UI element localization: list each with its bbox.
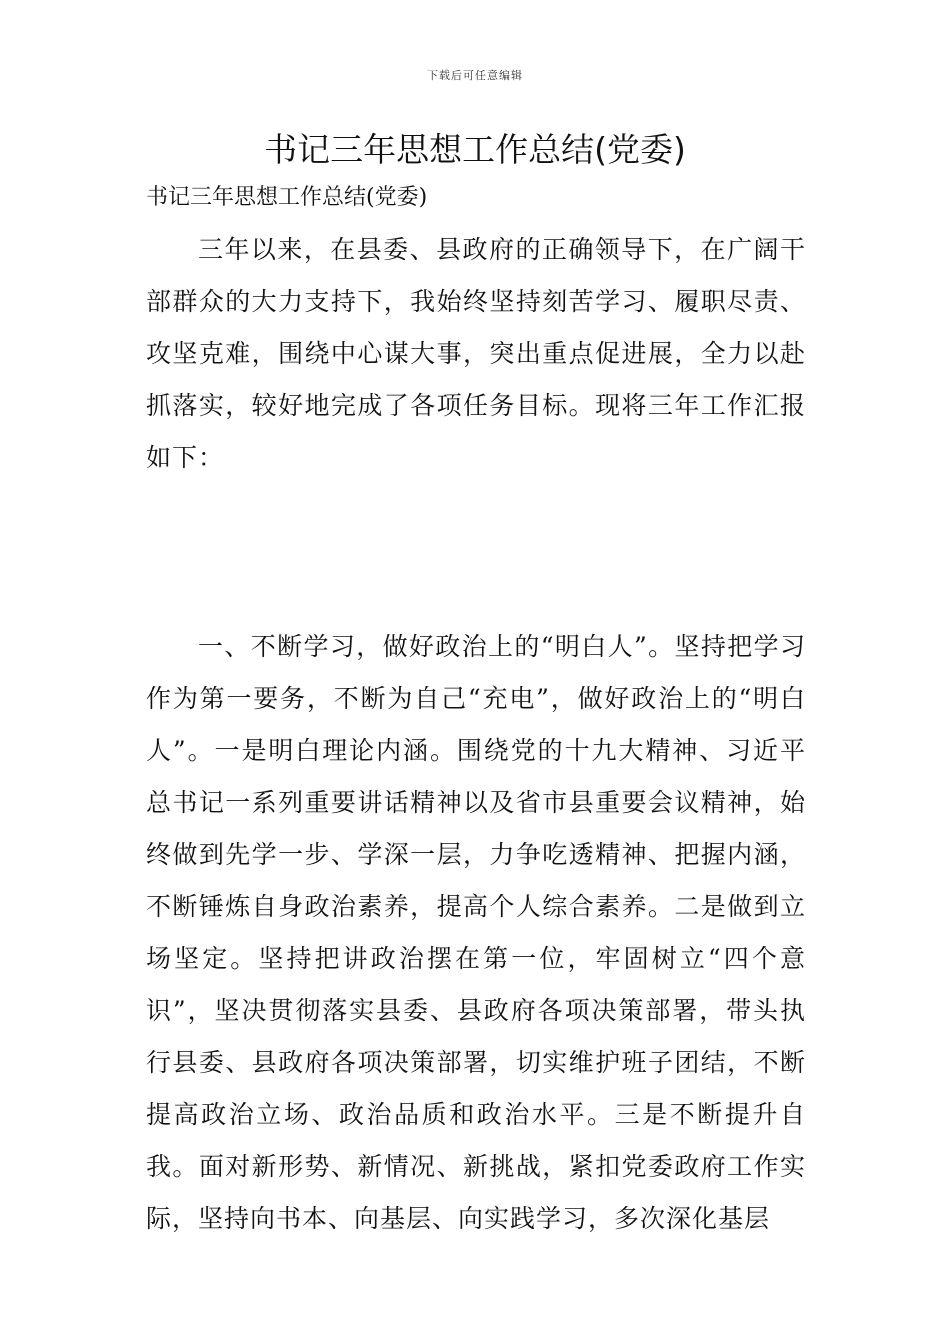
header-note: 下载后可任意编辑 xyxy=(427,69,523,82)
page-title: 书记三年思想工作总结(党委) xyxy=(264,130,686,169)
paragraph-section-1: 一、不断学习，做好政治上的“明白人”。坚持把学习作为第一要务，不断为自己“充电”，做好政治上的“明白人”。一是明白理论内涵。围绕党的十九大精神、习近平总书记一系列重要讲话精神以及省市县重要会议精神，始终做到先学一步、学深一层，力争吃透精神、把握内涵，不断锤炼自身政治素养，提高个人综合素养。二是做到立场坚定。坚持把讲政治摆在第一位，牢固树立“四个意识”，坚决贯彻落实县委、县政府各项决策部署，带头执行县委、县政府各项决策部署，切实维护班子团结，不断提高政治立场、政治品质和政治水平。三是不断提升自我。面对新形势、新情况、新挑战，紧扣党委政府工作实际，坚持向书本、向基层、向实践学习，多次深化基层 xyxy=(146,632,806,1233)
paragraph-intro: 三年以来，在县委、县政府的正确领导下，在广阔干部群众的大力支持下，我始终坚持刻苦学习、履职尽责、攻坚克难，围绕中心谋大事，突出重点促进展，全力以赴抓落实，较好地完成了各项任务目标。现将三年工作汇报如下： xyxy=(146,235,806,472)
document-subtitle: 书记三年思想工作总结(党委) xyxy=(146,185,428,210)
